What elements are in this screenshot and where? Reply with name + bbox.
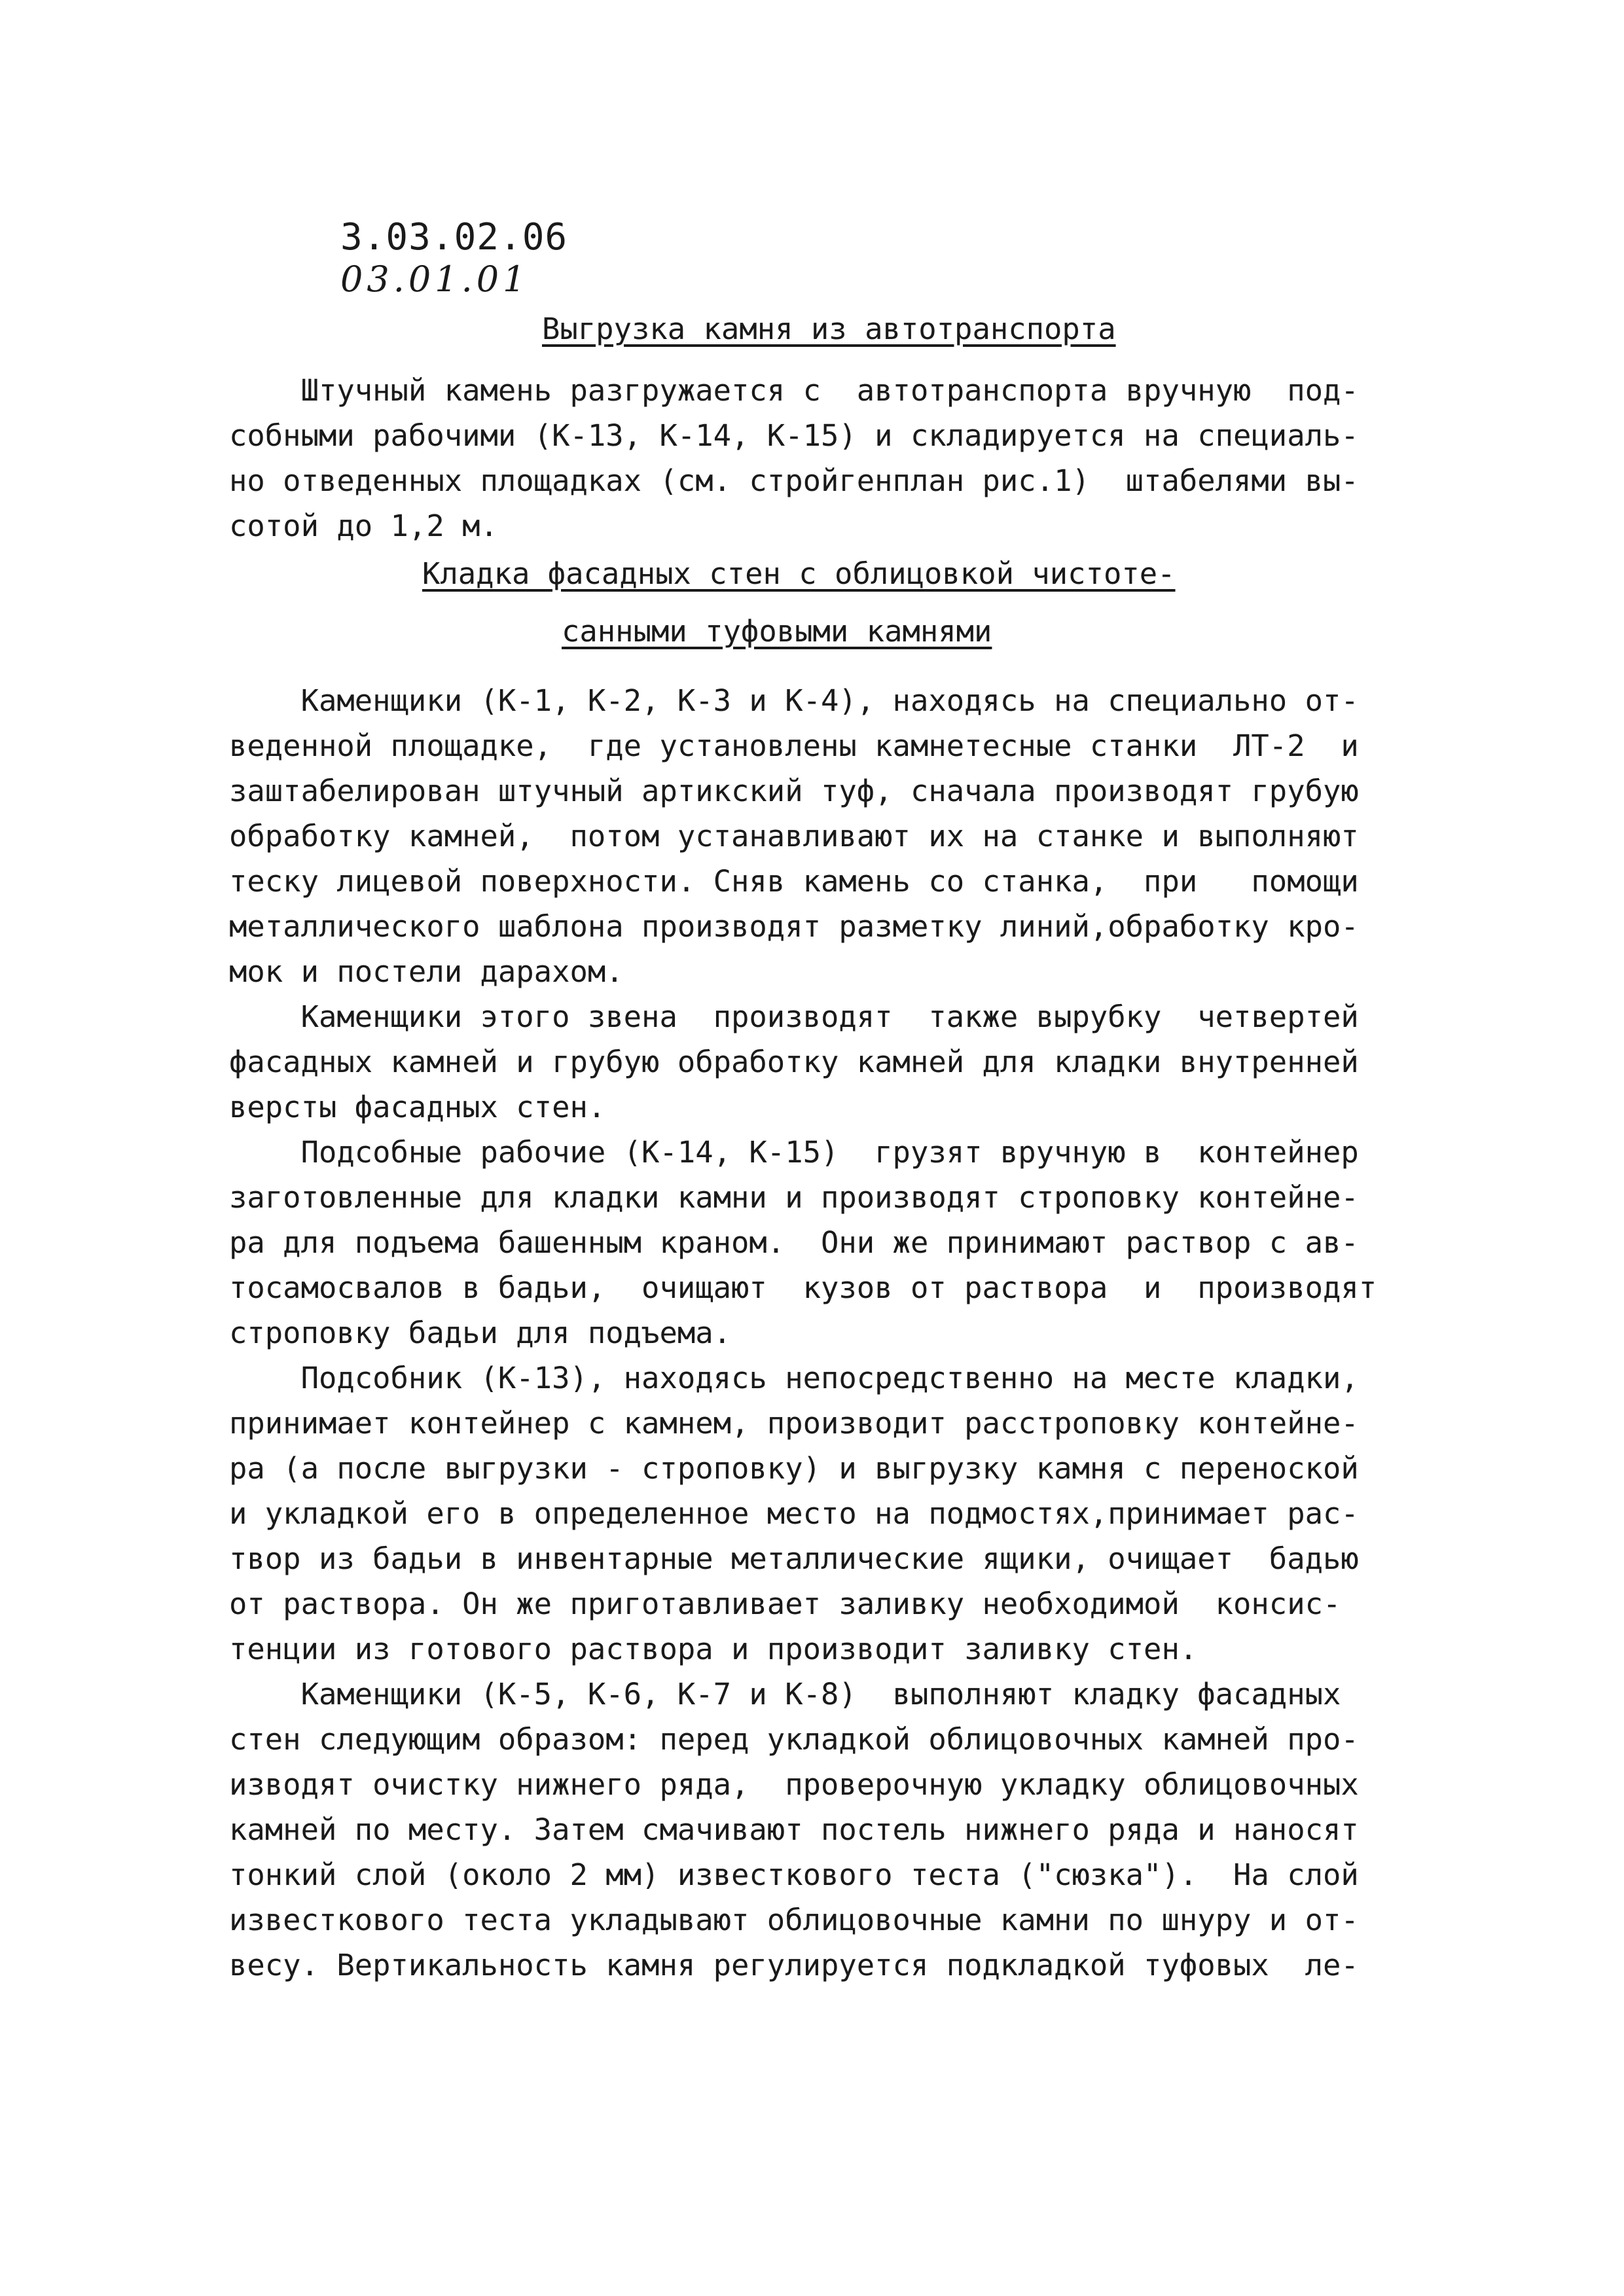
text-line: заштабелирован штучный артикский туф, сначала производят грубую [229,774,1359,808]
handwritten-code: 03.01.01 [340,259,530,300]
text-line: обработку камней, потом устанавливают их на станке и выполняют [229,819,1359,853]
text-line: твор из бадьи в инвентарные металлические ящики, очищает бадью [229,1541,1359,1576]
text-line: строповку бадьи для подъема. [229,1316,732,1350]
text-line: металлического шаблона производят разметку линий,обработку кро- [229,909,1359,944]
text-line: заготовленные для кладки камни и производят строповку контейне- [229,1180,1359,1215]
text-line: ра (а после выгрузки - строповку) и выгрузку камня с переноской [229,1451,1359,1486]
text-line: Каменщики (К-5, К-6, К-7 и К-8) выполняют кладку фасадных [229,1677,1341,1712]
text-line: Каменщики (К-1, К-2, К-3 и К-4), находясь на специально от- [229,683,1359,718]
text-line: Подсобник (К-13), находясь непосредственно на месте кладки, [229,1361,1359,1395]
text-line: мок и постели дарахом. [229,954,624,989]
section2-heading-line1: Кладка фасадных стен с облицовкой чистоте- [422,556,1176,591]
text-line: версты фасадных стен. [229,1090,606,1124]
text-line: весу. Вертикальность камня регулируется подкладкой туфовых ле- [229,1948,1359,1982]
text-line: известкового теста укладывают облицовочные камни по шнуру и от- [229,1903,1359,1937]
text-line: сотой до 1,2 м. [229,509,498,543]
text-line: собными рабочими (К-13, К-14, К-15) и складируется на специаль- [229,418,1359,453]
document-code: 3.03.02.06 [340,216,568,259]
text-line: Подсобные рабочие (К-14, К-15) грузят вручную в контейнер [229,1135,1359,1170]
text-line: и укладкой его в определенное место на подмостях,принимает рас- [229,1496,1359,1531]
text-line: веденной площадке, где установлены камнетесные станки ЛТ-2 и [229,728,1359,763]
text-line: стен следующим образом: перед укладкой облицовочных камней про- [229,1722,1359,1757]
text-line: ра для подъема башенным краном. Они же принимают раствор с ав- [229,1225,1359,1260]
text-line: теску лицевой поверхности. Сняв камень со станка, при помощи [229,864,1359,899]
text-line: тенции из готового раствора и производит заливку стен. [229,1632,1198,1666]
text-line: тонкий слой (около 2 мм) известкового теста ("сюзка"). На слой [229,1857,1359,1892]
text-line: Каменщики этого звена производят также вырубку четвертей [229,999,1359,1034]
text-line: принимает контейнер с камнем, производит расстроповку контейне- [229,1406,1359,1441]
text-line: фасадных камней и грубую обработку камней для кладки внутренней [229,1045,1359,1079]
section1-heading: Выгрузка камня из автотранспорта [542,312,1116,346]
text-line: камней по месту. Затем смачивают постель нижнего ряда и наносят [229,1812,1359,1847]
text-line: от раствора. Он же приготавливает заливку необходимой консис- [229,1587,1341,1621]
section2-heading-line2: санными туфовыми камнями [562,614,992,649]
text-line: тосамосвалов в бадьи, очищают кузов от раствора и производят [229,1270,1377,1305]
text-line: Штучный камень разгружается с автотранспорта вручную под- [229,373,1359,408]
text-line: изводят очистку нижнего ряда, проверочную укладку облицовочных [229,1767,1359,1802]
text-line: но отведенных площадках (см. стройгенплан рис.1) штабелями вы- [229,463,1359,498]
